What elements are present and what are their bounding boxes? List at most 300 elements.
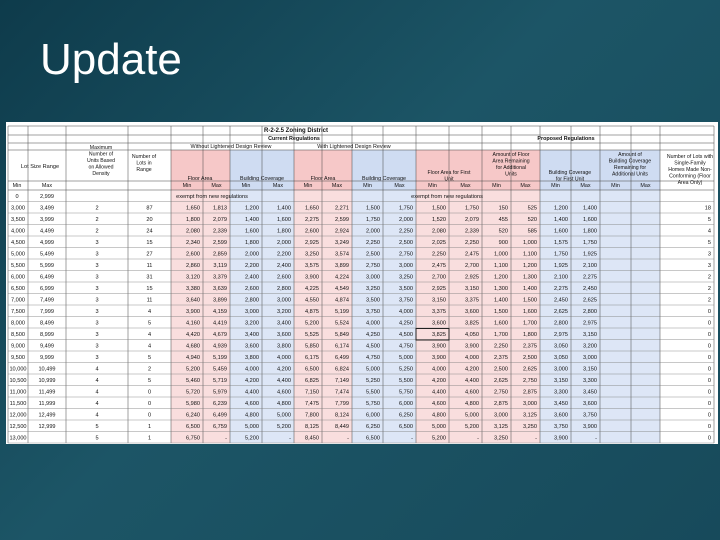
- table-cell: 2: [147, 366, 152, 373]
- floor-area-header: Floor Area: [310, 176, 336, 182]
- table-cell: 5,999: [40, 263, 54, 269]
- table-cell: 3,499: [40, 205, 54, 212]
- table-cell: 3: [95, 251, 99, 258]
- table-cell: 3,500: [399, 286, 413, 292]
- table-cell: 4,874: [335, 297, 349, 304]
- table-cell: 3,500: [11, 217, 25, 223]
- table-cell: 4,800: [277, 401, 291, 407]
- max-units-header: Maximum: [89, 145, 113, 151]
- table-cell: 3,450: [583, 389, 597, 396]
- table-cell: 4,800: [432, 412, 446, 419]
- table-cell: 3,000: [399, 263, 413, 269]
- table-cell: 5,000: [245, 424, 259, 430]
- table-cell: 8,000: [11, 320, 25, 327]
- table-cell: 4,400: [277, 378, 291, 384]
- table-cell: 7,000: [11, 297, 25, 304]
- table-cell: 1,600: [277, 217, 291, 223]
- table-cell: 4,000: [432, 366, 446, 373]
- exempt-note: exempt from new regulations: [411, 194, 483, 200]
- table-cell: 2,200: [245, 263, 259, 269]
- table-cell: 2,599: [213, 240, 227, 246]
- table-cell: 3: [95, 263, 99, 269]
- table-cell: 1,800: [186, 217, 200, 223]
- table-cell: 11,499: [38, 389, 56, 396]
- table-cell: 7,474: [335, 389, 349, 396]
- table-cell: 8,999: [40, 332, 54, 338]
- table-cell: 3,050: [554, 343, 568, 350]
- table-cell: 585: [527, 228, 537, 235]
- table-cell: 4,000: [366, 320, 380, 327]
- table-cell: 0: [707, 355, 711, 361]
- min-label: Min: [363, 183, 372, 189]
- table-cell: 2,924: [335, 228, 349, 235]
- table-cell: 18: [704, 205, 711, 212]
- table-cell: 4,420: [186, 332, 200, 338]
- table-cell: 2,925: [432, 286, 446, 292]
- min-label: Min: [12, 183, 22, 189]
- table-cell: 1,400: [554, 217, 568, 223]
- table-cell: 5,459: [213, 366, 227, 373]
- table-cell: 2,271: [335, 205, 349, 212]
- table-cell: 4,000: [277, 355, 291, 361]
- table-cell: 3,639: [213, 286, 227, 292]
- table-cell: 7,500: [11, 309, 25, 315]
- table-cell: 5,000: [366, 366, 380, 373]
- min-label: Min: [182, 183, 192, 189]
- table-cell: 8,450: [305, 435, 319, 442]
- table-cell: 3,900: [305, 274, 319, 281]
- table-cell: 1,500: [494, 309, 508, 315]
- table-cell: 12,000: [9, 412, 27, 419]
- table-cell: 3: [95, 297, 99, 304]
- max-label: Max: [460, 183, 471, 189]
- floor-remaining-header: Units: [505, 171, 517, 178]
- proposed-regulations-label: Proposed Regulations: [537, 136, 595, 142]
- table-cell: 2,750: [494, 389, 508, 396]
- table-cell: 4,875: [305, 309, 319, 315]
- table-cell: 1,800: [523, 332, 537, 338]
- table-cell: 3,150: [583, 332, 597, 338]
- table-cell: 9,499: [40, 343, 54, 350]
- table-cell: 3,600: [465, 309, 479, 315]
- table-cell: 4: [95, 401, 99, 407]
- table-cell: 5,979: [213, 389, 227, 396]
- table-cell: 4,000: [11, 228, 25, 235]
- table-cell: 5,200: [305, 320, 319, 327]
- table-cell: 3,125: [494, 424, 508, 430]
- table-cell: 2,079: [465, 217, 479, 223]
- table-cell: 11,000: [9, 389, 27, 396]
- table-cell: 1,100: [494, 263, 508, 269]
- table-cell: 1,700: [494, 332, 508, 338]
- table-cell: 2,000: [245, 251, 259, 258]
- current-regulations-label: Current Regulations: [268, 136, 320, 142]
- table-cell: 2,600: [245, 286, 259, 292]
- table-cell: 1,800: [245, 240, 259, 246]
- max-label: Max: [580, 183, 591, 189]
- table-cell: -: [289, 435, 291, 442]
- table-cell: 2,800: [583, 309, 597, 315]
- max-label: Max: [394, 183, 405, 189]
- table-cell: 5,499: [40, 251, 54, 258]
- table-cell: 87: [146, 205, 153, 212]
- table-cell: 2,500: [366, 251, 380, 258]
- table-cell: 1,925: [583, 251, 597, 258]
- table-cell: 3,120: [186, 274, 200, 281]
- table-cell: -: [535, 435, 537, 442]
- table-cell: 2,375: [523, 343, 537, 350]
- table-cell: 3: [707, 263, 711, 269]
- table-cell: 4: [95, 389, 99, 396]
- table-cell: 3,600: [583, 401, 597, 407]
- table-cell: 3,300: [583, 378, 597, 384]
- table-cell: 3,250: [399, 274, 413, 281]
- table-cell: 4,679: [213, 332, 227, 338]
- table-cell: 3,150: [583, 366, 597, 373]
- cell-min: 0: [15, 194, 19, 200]
- table-cell: 1,200: [554, 205, 568, 212]
- table-cell: 2,200: [277, 251, 291, 258]
- table-cell: 520: [527, 217, 537, 223]
- table-cell: 2,450: [554, 297, 568, 304]
- max-units-header: Density: [92, 171, 110, 177]
- table-cell: 4,999: [40, 240, 54, 246]
- table-cell: 4,800: [465, 401, 479, 407]
- table-cell: 3,000: [245, 309, 259, 315]
- table-cell: 5,000: [277, 412, 291, 419]
- table-cell: 3,150: [465, 286, 479, 292]
- table-cell: 1,400: [583, 205, 597, 212]
- table-cell: 1,600: [494, 320, 508, 327]
- table-cell: 6,499: [335, 355, 349, 361]
- table-cell: 3,380: [186, 286, 200, 292]
- table-cell: 5,750: [399, 389, 413, 396]
- table-cell: 2,025: [432, 240, 446, 246]
- nonconforming-header: Conforming (Floor: [669, 173, 711, 180]
- table-cell: 0: [707, 366, 711, 373]
- table-cell: 3,250: [366, 286, 380, 292]
- table-cell: 3: [95, 240, 99, 246]
- table-cell: 11,500: [9, 401, 27, 407]
- table-cell: 2,500: [399, 240, 413, 246]
- table-cell: 12,499: [38, 412, 56, 419]
- nonconforming-header: Homes Made Non-: [668, 167, 712, 173]
- table-cell: 6,000: [366, 412, 380, 419]
- table-cell: 5,524: [335, 320, 349, 327]
- floor-area-first-header: Unit: [444, 176, 454, 183]
- table-cell: 1,500: [366, 205, 380, 212]
- table-cell: 6,175: [305, 355, 319, 361]
- table-cell: 10,499: [38, 366, 56, 373]
- table-cell: 3,750: [366, 309, 380, 315]
- table-cell: 3,900: [432, 343, 446, 350]
- table-cell: 5,719: [213, 378, 227, 384]
- with-review-label: With Lightened Design Review: [317, 144, 391, 150]
- table-cell: 4,500: [11, 240, 25, 246]
- table-cell: 3: [95, 343, 99, 350]
- table-cell: 1,300: [523, 274, 537, 281]
- table-cell: 7,149: [335, 378, 349, 384]
- table-cell: 3: [95, 320, 99, 327]
- num-lots-header: Number of: [131, 154, 157, 160]
- table-cell: 2,079: [213, 217, 227, 223]
- table-cell: 2,600: [277, 274, 291, 281]
- table-cell: 2,250: [494, 343, 508, 350]
- table-cell: -: [225, 435, 227, 442]
- table-cell: 10,500: [9, 378, 27, 384]
- min-label: Min: [551, 183, 560, 189]
- table-cell: 1,400: [523, 286, 537, 292]
- exempt-note: exempt from new regulations: [176, 194, 248, 200]
- table-cell: 0: [707, 435, 711, 442]
- table-cell: 1,650: [186, 205, 200, 212]
- coverage-first-header: for First Unit: [555, 176, 585, 183]
- table-cell: 2,475: [432, 263, 446, 269]
- table-cell: 1,000: [523, 240, 537, 246]
- table-cell: 2,340: [186, 240, 200, 246]
- table-cell: 4,225: [305, 286, 319, 292]
- table-cell: 4: [147, 309, 152, 315]
- table-cell: 2,800: [277, 286, 291, 292]
- table-cell: 1,750: [399, 205, 413, 212]
- table-cell: 4,680: [186, 343, 200, 350]
- table-cell: 3,250: [305, 251, 319, 258]
- without-review-label: Without Lightened Design Review: [190, 144, 272, 150]
- table-cell: 3,200: [277, 309, 291, 315]
- table-cell: 4,600: [432, 401, 446, 407]
- table-cell: 3,000: [11, 205, 25, 212]
- table-cell: 20: [146, 217, 153, 223]
- table-cell: 5,200: [277, 424, 291, 430]
- table-cell: 3,000: [494, 412, 508, 419]
- min-label: Min: [303, 183, 313, 189]
- table-cell: 1,200: [523, 263, 537, 269]
- table-cell: 2,925: [465, 274, 479, 281]
- slide-title: Update: [40, 35, 182, 84]
- table-cell: 520: [498, 228, 508, 235]
- table-cell: 150: [498, 205, 508, 212]
- table-cell: 2,500: [523, 355, 537, 361]
- table-cell: 2,275: [583, 274, 597, 281]
- table-cell: 3,125: [523, 412, 537, 419]
- max-label: Max: [331, 183, 343, 189]
- table-cell: 8,124: [335, 412, 349, 419]
- table-cell: 1,500: [432, 205, 446, 212]
- table-cell: 6,999: [40, 286, 54, 292]
- table-cell: 3,200: [245, 320, 259, 327]
- table-cell: 6,000: [11, 274, 25, 281]
- min-label: Min: [492, 183, 501, 189]
- max-label: Max: [640, 183, 651, 189]
- table-cell: 3,150: [432, 297, 446, 304]
- table-cell: 6,239: [213, 401, 227, 407]
- table-cell: 5,850: [305, 343, 319, 350]
- table-cell: 3,640: [186, 297, 200, 304]
- lot-size-range-label: Lot Size Range: [20, 164, 60, 170]
- table-cell: 2,450: [583, 286, 597, 292]
- min-label: Min: [428, 183, 437, 189]
- table-cell: 5: [95, 424, 99, 430]
- table-cell: 6,500: [366, 435, 380, 442]
- min-label: Min: [241, 183, 251, 189]
- table-cell: 3,400: [277, 320, 291, 327]
- table-cell: 1,400: [494, 297, 508, 304]
- table-cell: 1,000: [494, 251, 508, 258]
- max-label: Max: [41, 183, 53, 189]
- table-cell: 3,900: [186, 309, 200, 315]
- table-cell: 3,050: [554, 355, 568, 361]
- table-cell: 6,499: [40, 274, 54, 281]
- table-cell: 2,700: [432, 274, 446, 281]
- table-cell: 2,750: [399, 251, 413, 258]
- table-cell: 3,400: [245, 332, 259, 338]
- table-cell: 5: [147, 378, 152, 384]
- table-cell: 12,500: [9, 424, 27, 430]
- table-cell: 3,375: [432, 309, 446, 315]
- table-cell: 3,379: [213, 274, 227, 281]
- table-cell: 3: [95, 309, 99, 315]
- table-cell: 4: [707, 228, 711, 235]
- table-cell: 1,650: [305, 205, 319, 212]
- table-cell: 5: [707, 217, 711, 223]
- table-cell: 2: [707, 286, 711, 292]
- table-cell: 4,939: [213, 343, 227, 350]
- table-cell: 31: [146, 274, 153, 281]
- table-cell: 6,500: [11, 286, 25, 292]
- coverage-remaining-header: Building Coverage: [608, 158, 652, 165]
- table-cell: 1,500: [523, 297, 537, 304]
- table-cell: 4,750: [399, 343, 413, 350]
- table-cell: 5,199: [335, 309, 349, 315]
- num-lots-header: Lots in: [136, 160, 152, 167]
- table-cell: 1,100: [523, 251, 537, 258]
- table-cell: 1,600: [583, 217, 597, 223]
- table-cell: 7,150: [305, 389, 319, 396]
- table-cell: 2,250: [399, 228, 413, 235]
- table-cell: 3,000: [583, 355, 597, 361]
- min-label: Min: [611, 183, 620, 189]
- table-cell: 10,999: [38, 378, 56, 384]
- table-cell: 0: [707, 389, 711, 396]
- table-cell: 6,824: [335, 366, 349, 373]
- table-cell: 3,825: [465, 320, 479, 327]
- table-cell: 2,975: [583, 320, 597, 327]
- table-cell: 1,750: [583, 240, 597, 246]
- table-cell: 4,600: [465, 389, 479, 396]
- table-cell: 0: [707, 309, 711, 315]
- table-cell: 5,500: [366, 389, 380, 396]
- table-cell: 2,250: [366, 240, 380, 246]
- table-cell: 3,000: [523, 401, 537, 407]
- table-cell: 5,200: [432, 435, 446, 442]
- table-cell: 5,199: [213, 355, 227, 361]
- max-units-header: on Allowed: [88, 164, 114, 171]
- table-cell: 1,400: [277, 205, 291, 212]
- table-cell: 3,119: [213, 263, 227, 269]
- table-cell: 4,940: [186, 355, 200, 361]
- table-cell: 5,460: [186, 378, 200, 384]
- table-cell: 5,000: [432, 424, 446, 430]
- max-units-header: Number of: [88, 151, 114, 158]
- table-cell: 5,250: [399, 366, 413, 373]
- table-cell: 6,500: [186, 424, 200, 430]
- table-cell: 4,419: [213, 320, 227, 327]
- table-cell: 2,625: [554, 309, 568, 315]
- table-cell: 2,925: [305, 240, 319, 246]
- table-cell: -: [347, 435, 349, 442]
- table-cell: 2,400: [245, 274, 259, 281]
- table-cell: 2,859: [213, 251, 227, 258]
- table-cell: 5,750: [366, 401, 380, 407]
- table-cell: 4,250: [399, 320, 413, 327]
- table-cell: 1,600: [245, 228, 259, 235]
- table-cell: 1: [147, 435, 152, 442]
- table-cell: 1,750: [465, 205, 479, 212]
- table-cell: 900: [498, 240, 508, 246]
- table-cell: 2,339: [465, 228, 479, 235]
- table-cell: 6,750: [186, 435, 200, 442]
- table-cell: 1,925: [554, 263, 568, 269]
- table-cell: 2,000: [399, 217, 413, 223]
- table-cell: 4,000: [465, 355, 479, 361]
- table-cell: 6,240: [186, 412, 200, 419]
- table-cell: 2,100: [583, 263, 597, 269]
- coverage-header: Building Coverage: [361, 176, 407, 182]
- table-cell: 2,475: [465, 251, 479, 258]
- table-cell: 2,875: [523, 389, 537, 396]
- table-cell: 15: [146, 286, 153, 292]
- table-cell: 4,400: [432, 389, 446, 396]
- table-cell: 1,813: [213, 205, 227, 212]
- table-cell: 11: [146, 297, 153, 304]
- table-cell: 2,860: [186, 263, 200, 269]
- table-cell: 11: [146, 263, 153, 269]
- table-cell: 4,499: [40, 228, 54, 235]
- table-cell: 3,800: [277, 343, 291, 350]
- table-cell: 2: [707, 297, 711, 304]
- table-cell: 3: [95, 355, 99, 361]
- table-cell: 4,600: [277, 389, 291, 396]
- table-cell: 0: [147, 401, 152, 407]
- table-cell: 3,900: [432, 355, 446, 361]
- table-cell: 2,250: [432, 251, 446, 258]
- floor-remaining-header: Amount of Floor: [492, 152, 530, 158]
- table-cell: 2: [95, 205, 99, 212]
- table-cell: 6,250: [399, 412, 413, 419]
- table-cell: 4,224: [335, 274, 349, 281]
- table-cell: 5,980: [186, 401, 200, 407]
- table-cell: 2,975: [554, 332, 568, 338]
- table-cell: 5,200: [465, 424, 479, 430]
- table-cell: 5: [147, 320, 152, 327]
- floor-area-header: Floor Area: [187, 176, 213, 182]
- table-cell: 2,875: [494, 401, 508, 407]
- table-cell: 3,249: [335, 240, 349, 246]
- table-cell: 3,899: [335, 263, 349, 269]
- table-cell: 3,750: [583, 412, 597, 419]
- table-cell: 4,250: [366, 332, 380, 338]
- floor-remaining-header: for Additional: [496, 165, 526, 171]
- table-cell: 3,900: [554, 435, 568, 442]
- district-title: R-2-2.5 Zoning District: [263, 128, 329, 134]
- table-cell: 3,375: [465, 297, 479, 304]
- max-label: Max: [520, 183, 531, 189]
- table-cell: 1,200: [494, 274, 508, 281]
- table-cell: 3,900: [583, 424, 597, 430]
- table-cell: 3,900: [465, 343, 479, 350]
- table-cell: 4,400: [465, 378, 479, 384]
- table-cell: 7,475: [305, 401, 319, 407]
